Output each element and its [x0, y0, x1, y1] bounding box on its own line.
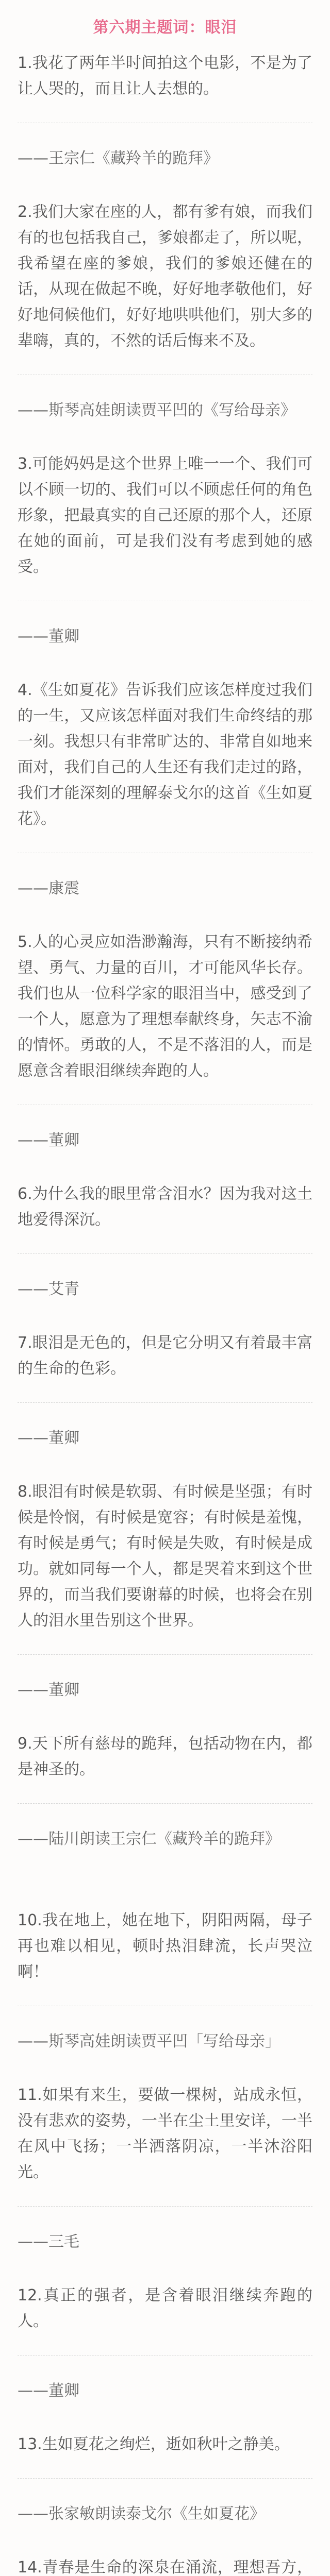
quote-author: ——董卿	[18, 1429, 79, 1447]
separator-line	[18, 1402, 312, 1403]
quote-text: 6.为什么我的眼里常含泪水？因为我对这土地爱得深沉。	[18, 1185, 312, 1229]
quote-author: ——董卿	[18, 2382, 79, 2400]
separator-line	[18, 1654, 312, 1655]
quote-text: 2.我们大家在座的人，都有爹有娘，而我们有的也包括我自己，爹娘都走了，所以呢，我希望在座的爹娘，我们的爹娘还健在的话，从现在做起不晚，好好地孝敬他们，好好地伺候他们，好好地哄哄他们，别大多的辈嗨，真的，不然的话后悔来不及。	[18, 203, 312, 350]
quote-author: ——斯琴高娃朗读贾平凹「写给母亲」	[18, 2032, 280, 2050]
quote-author: ——董卿	[18, 1681, 79, 1699]
quote-text: 12.真正的强者，是含着眼泪继续奔跑的人。	[18, 2286, 312, 2330]
quote-text: 13.生如夏花之绚烂，逝如秋叶之静美。	[18, 2435, 290, 2453]
separator-line	[18, 1803, 312, 1804]
quote-text: 10.我在地上，她在地下，阴阳两隔，母子再也难以相见，顿时热泪肆流，长声哭泣啊！	[18, 1911, 312, 1981]
quote-text: 7.眼泪是无色的，但是它分明又有着最丰富的生命的色彩。	[18, 1334, 312, 1378]
page-title: 第六期主题词：眼泪	[93, 19, 237, 37]
quote-text: 14.青春是生命的深泉在涌流，理想吾方，	[18, 2558, 312, 2576]
quote-author: ——张家敏朗读泰戈尔《生如夏花》	[18, 2505, 265, 2523]
quote-author: ——艾青	[18, 1280, 79, 1298]
quote-author: ——三毛	[18, 2233, 79, 2251]
quote-text: 5.人的心灵应如浩渺瀚海，只有不断接纳希望、勇气、力量的百川，才可能风华长存。我们也从一位科学家的眼泪当中，感受到了一个人，愿意为了理想奉献终身，矢志不渝的情怀。勇敢的人，不是不落泪的人，而是愿意含着眼泪继续奔跑的人。	[18, 933, 312, 1080]
quote-text: 9.天下所有慈母的跪拜，包括动物在内，都是神圣的。	[18, 1735, 312, 1778]
quote-text: 1.我花了两年半时间拍这个电影，不是为了让人哭的，而且让人去想的。	[18, 54, 312, 98]
quote-text: 3.可能妈妈是这个世界上唯一一个、我们可以不顾一切的、我们可以不顾虑任何的角色形象，把最真实的自己还原的那个人，还原在她的面前，可是我们没有考虑到她的感受。	[18, 455, 312, 576]
separator-line	[18, 1253, 312, 1254]
quote-author: ——陆川朗读王宗仁《藏羚羊的跪拜》	[18, 1830, 280, 1848]
quote-author: ——董卿	[18, 1131, 79, 1149]
quote-author: ——董卿	[18, 628, 79, 646]
quote-text: 11.如果有来生，要做一棵树，站成永恒，没有悲欢的姿势，一半在尘土里安详，一半在风中飞扬；一半洒落阴凉，一半沐浴阳光。	[18, 2086, 312, 2181]
quotes-list	[0, 50, 330, 2576]
separator-line	[18, 2478, 312, 2479]
separator-line	[18, 2206, 312, 2207]
quote-author: ——王宗仁《藏羚羊的跪拜》	[18, 149, 219, 167]
quote-text: 4.《生如夏花》告诉我们应该怎样度过我们的一生，又应该怎样面对我们生命终结的那一刻。我想只有非常旷达的、非常自如地来面对，我们自己的人生还有我们走过的路，我们才能深刻的理解泰戈尔的这首《生如夏花》。	[18, 681, 312, 828]
quote-text: 8.眼泪有时候是软弱、有时候是坚强；有时候是怜悯，有时候是宽容；有时候是羞愧，有时候是勇气；有时候是失败，有时候是成功。就如同每一个人，都是哭着来到这个世界的，而当我们要谢幕的时候，也将会在别人的泪水里告别这个世界。	[18, 1483, 312, 1630]
quote-author: ——斯琴高娃朗读贾平凹的《写给母亲》	[18, 401, 296, 419]
quote-author: ——康震	[18, 879, 79, 897]
